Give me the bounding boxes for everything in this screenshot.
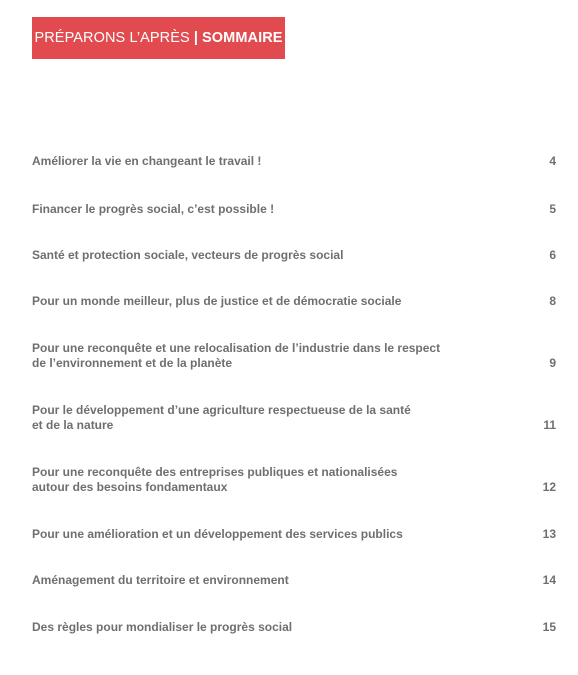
toc-item[interactable] (32, 465, 556, 495)
toc-item-title: Aménagement du territoire et environnement (32, 573, 289, 587)
toc-item[interactable] (32, 202, 556, 217)
toc-item[interactable] (32, 154, 556, 169)
toc-item-page: 14 (542, 573, 556, 587)
toc-item-page: 13 (542, 527, 556, 541)
toc-item-page: 6 (549, 248, 556, 262)
toc-item-title: Pour un monde meilleur, plus de justice et de démocratie sociale (32, 294, 402, 308)
header-section-title: SOMMAIRE (201, 30, 283, 46)
toc-item[interactable] (32, 527, 556, 542)
toc-item-page: 5 (549, 202, 556, 216)
header-prefix: PRÉPARONS L’APRÈS (34, 30, 190, 46)
toc-item-title: Améliorer la vie en changeant le travail ! (32, 154, 262, 168)
toc-item-page: 8 (549, 294, 556, 308)
toc-item[interactable] (32, 248, 556, 263)
toc-item-title: Santé et protection sociale, vecteurs de progrès social (32, 248, 344, 262)
toc-item-page: 15 (542, 620, 556, 634)
toc-item[interactable] (32, 403, 556, 433)
table-of-contents (32, 0, 556, 675)
toc-item-page: 4 (549, 154, 556, 168)
toc-item-page: 9 (549, 356, 556, 370)
toc-item[interactable] (32, 294, 556, 309)
toc-item-title: Financer le progrès social, c’est possible ! (32, 202, 275, 216)
toc-item-title: Pour une reconquête et une relocalisation de l’industrie dans le respect de l’environnement et de la planète (32, 341, 441, 370)
toc-item[interactable] (32, 620, 556, 635)
toc-item-title: Pour une reconquête des entreprises publiques et nationalisées autour des besoins fondamentaux (32, 465, 398, 494)
toc-item[interactable] (32, 573, 556, 588)
toc-item-page: 12 (542, 480, 556, 494)
toc-item[interactable] (32, 341, 556, 371)
toc-item-title: Pour une amélioration et un développement des services publics (32, 527, 403, 541)
header-separator: | (193, 30, 198, 46)
toc-item-title: Pour le développement d’une agriculture respectueuse de la santé et de la nature (32, 403, 411, 432)
toc-item-page: 11 (543, 418, 556, 432)
toc-item-title: Des règles pour mondialiser le progrès social (32, 620, 293, 634)
